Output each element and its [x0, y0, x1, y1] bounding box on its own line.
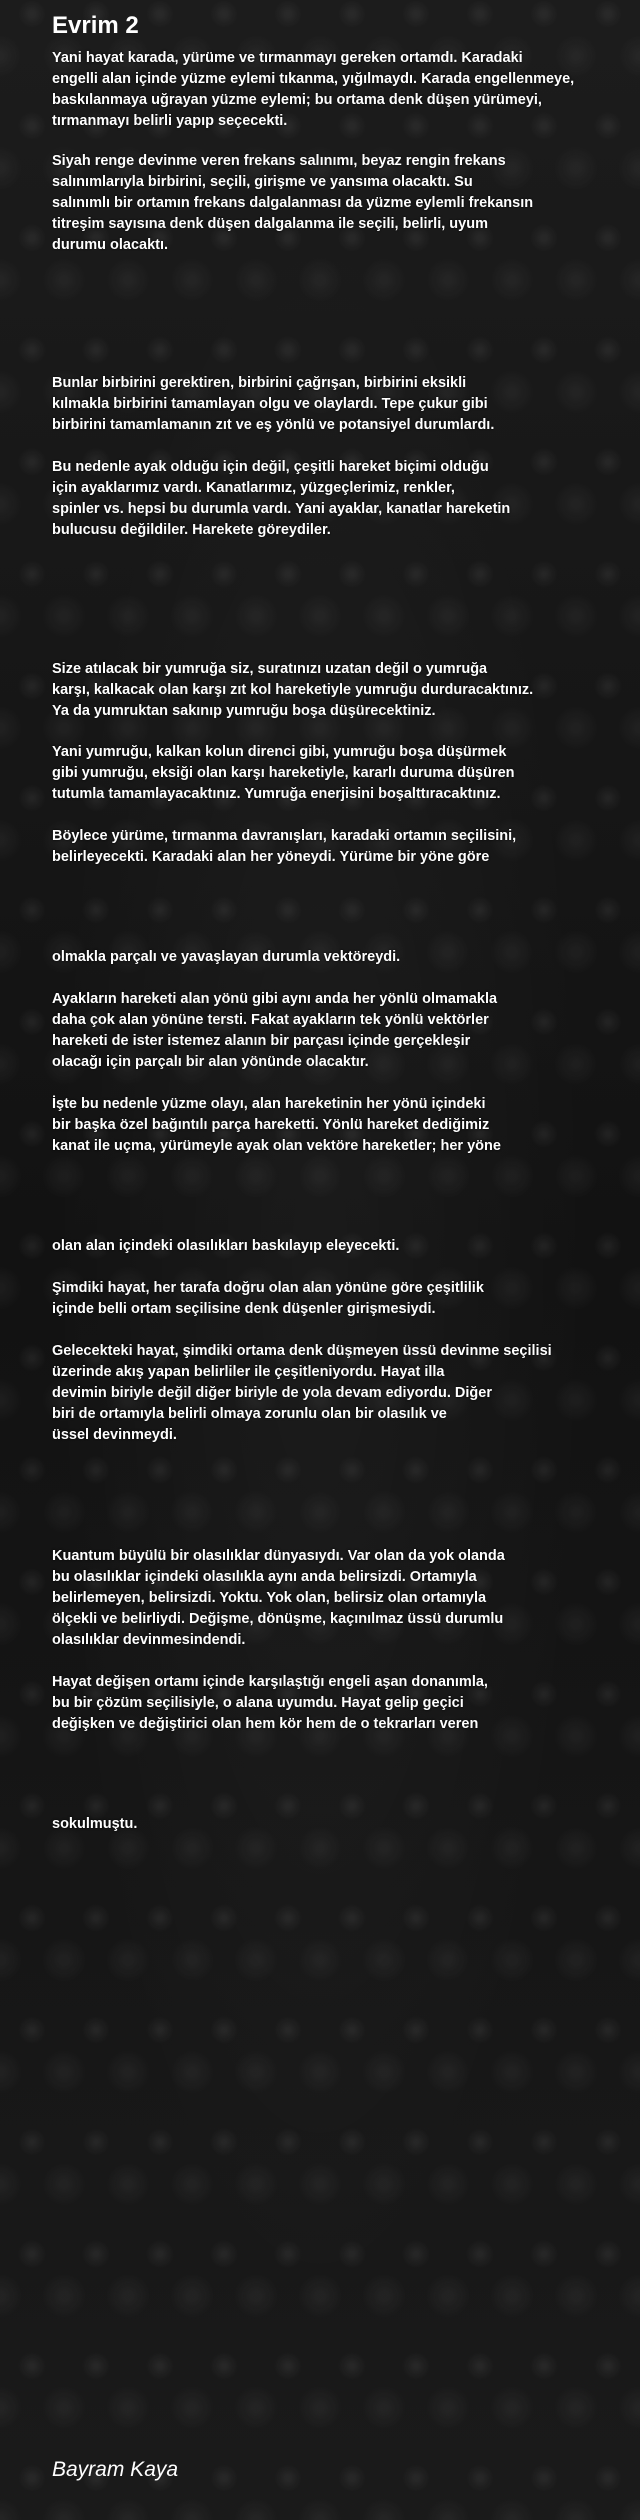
stanza — [52, 373, 637, 436]
poem-author: Bayram Kaya — [52, 2458, 179, 2481]
poem-line: olan alan içindeki olasılıkları baskılayıp eleyecekti. — [52, 1238, 400, 1254]
poem-line: Yani yumruğu, kalkan kolun direnci gibi, yumruğu boşa düşürmek — [52, 744, 507, 760]
stanza — [52, 742, 637, 805]
poem-line: ölçekli ve belirliydi. Değişme, dönüşme, kaçınılmaz üssü durumlu — [52, 1611, 504, 1627]
poem-line: Siyah renge devinme veren frekans salınımı, beyaz rengin frekans — [52, 153, 506, 169]
poem-line: titreşim sayısına denk düşen dalgalanma ile seçili, belirli, uyum — [52, 216, 488, 232]
stanza — [52, 151, 637, 256]
poem-line: olasılıklar devinmesindendi. — [52, 1632, 246, 1648]
poem-line: içinde belli ortam seçilisine denk düşenler girişmesiydi. — [52, 1301, 436, 1317]
poem-line: daha çok alan yönüne tersti. Fakat ayakların tek yönlü vektörler — [52, 1012, 489, 1028]
poem-line: üzerinde akış yapan belirliler ile çeşitleniyordu. Hayat illa — [52, 1364, 445, 1380]
poem-line: Kuantum büyülü bir olasılıklar dünyasıydı. Var olan da yok olanda — [52, 1548, 505, 1564]
poem-line: olmakla parçalı ve yavaşlayan durumla vektöreydi. — [52, 949, 401, 965]
stanza — [52, 1672, 637, 1735]
stanza — [52, 1094, 637, 1157]
poem-line: gibi yumruğu, eksiği olan karşı hareketiyle, kararlı duruma düşüren — [52, 765, 515, 781]
stanza — [52, 659, 637, 722]
stanza — [52, 1546, 637, 1651]
poem-line: için ayaklarımız vardı. Kanatlarımız, yüzgeçlerimiz, renkler, — [52, 480, 455, 496]
poem-line: Gelecekteki hayat, şimdiki ortama denk düşmeyen üssü devinme seçilisi — [52, 1343, 552, 1359]
poem-line: üssel devinmeydi. — [52, 1427, 177, 1443]
stanza — [52, 826, 637, 868]
poem-line: biri de ortamıyla belirli olmaya zorunlu olan bir olasılık ve — [52, 1406, 447, 1422]
poem-line: Size atılacak bir yumruğa siz, suratınızı uzatan değil o yumruğa — [52, 661, 488, 677]
poem-line: tırmanmayı belirli yapıp seçecekti. — [52, 113, 288, 129]
poem-line: engelli alan içinde yüzme eylemi tıkanma, yığılmaydı. Karada engellenmeye, — [52, 71, 575, 87]
poem-line: birbirini tamamlamanın zıt ve eş yönlü ve potansiyel durumlardı. — [52, 417, 495, 433]
poem-line: olacağı için parçalı bir alan yönünde olacaktır. — [52, 1054, 369, 1070]
poem-line: salınımlarıyla birbirini, seçili, girişme ve yansıma olacaktı. Su — [52, 174, 473, 190]
poem-line: bir başka özel bağıntılı parça hareketti. Yönlü hareket dediğimiz — [52, 1117, 490, 1133]
stanza — [52, 1814, 637, 1835]
poem-line: İşte bu nedenle yüzme olayı, alan hareketinin her yönü içindeki — [52, 1096, 486, 1112]
poem-line: belirleyecekti. Karadaki alan her yöneydi. Yürüme bir yöne göre — [52, 849, 490, 865]
poem-line: Ya da yumruktan sakınıp yumruğu boşa düşürecektiniz. — [52, 703, 436, 719]
poem-line: spinler vs. hepsi bu durumla vardı. Yani ayaklar, kanatlar hareketin — [52, 501, 511, 517]
poem-line: sokulmuştu. — [52, 1816, 138, 1832]
poem-line: Böylece yürüme, tırmanma davranışları, karadaki ortamın seçilisini, — [52, 828, 517, 844]
poem-line: Bunlar birbirini gerektiren, birbirini çağrışan, birbirini eksikli — [52, 375, 467, 391]
poem-line: baskılanmaya uğrayan yüzme eylemi; bu ortama denk düşen yürümeyi, — [52, 92, 542, 108]
poem-line: Ayakların hareketi alan yönü gibi aynı anda her yönlü olmamakla — [52, 991, 498, 1007]
poem-line: devimin biriyle değil diğer biriyle de yola devam ediyordu. Diğer — [52, 1385, 492, 1401]
poem-title: Evrim 2 — [52, 12, 139, 39]
poem-line: Yani hayat karada, yürüme ve tırmanmayı gereken ortamdı. Karadaki — [52, 50, 523, 66]
poem-line: belirlemeyen, belirsizdi. Yoktu. Yok olan, belirsiz olan ortamıyla — [52, 1590, 487, 1606]
stanza — [52, 947, 637, 968]
poem-line: bulucusu değildiler. Harekete göreydiler. — [52, 522, 331, 538]
poem-line: karşı, kalkacak olan karşı zıt kol hareketiyle yumruğu durduracaktınız. — [52, 682, 534, 698]
poem-line: bu bir çözüm seçilisiyle, o alana uyumdu. Hayat gelip geçici — [52, 1695, 464, 1711]
poem-line: bu olasılıklar içindeki olasılıkla aynı anda belirsizdi. Ortamıyla — [52, 1569, 477, 1585]
poem-line: Şimdiki hayat, her tarafa doğru olan alan yönüne göre çeşitlilik — [52, 1280, 484, 1296]
stanza — [52, 48, 637, 132]
stanza — [52, 1236, 637, 1257]
poem-body — [52, 48, 637, 1835]
poem-line: hareketi de ister istemez alanın bir parçası içinde gerçekleşir — [52, 1033, 471, 1049]
poem-line: değişken ve değiştirici olan hem kör hem de o tekrarları veren — [52, 1716, 479, 1732]
poem-line: tutumla tamamlayacaktınız. Yumruğa enerjisini boşalttıracaktınız. — [52, 786, 501, 802]
poem-line: salınımlı bir ortamın frekans dalgalanması da yüzme eylemli frekansın — [52, 195, 534, 211]
poem-line: kılmakla birbirini tamamlayan olgu ve olaylardı. Tepe çukur gibi — [52, 396, 488, 412]
poem-line: Bu nedenle ayak olduğu için değil, çeşitli hareket biçimi olduğu — [52, 459, 489, 475]
stanza — [52, 989, 637, 1073]
stanza — [52, 1278, 637, 1320]
stanza — [52, 1341, 637, 1446]
poem-line: kanat ile uçma, yürümeyle ayak olan vektöre hareketler; her yöne — [52, 1138, 501, 1154]
poem-line: durumu olacaktı. — [52, 237, 169, 253]
poem-line: Hayat değişen ortamı içinde karşılaştığı engeli aşan donanımla, — [52, 1674, 488, 1690]
stanza — [52, 457, 637, 541]
